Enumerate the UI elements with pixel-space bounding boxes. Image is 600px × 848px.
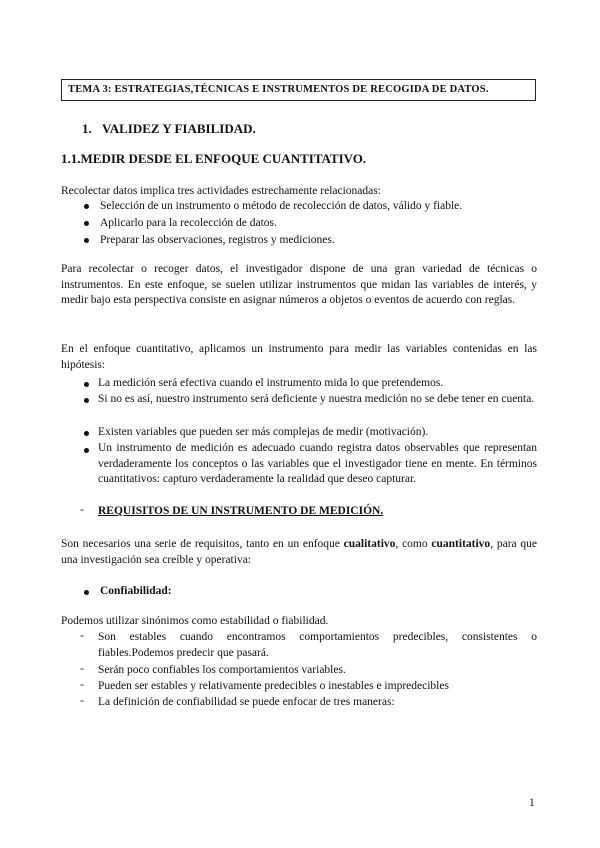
list-item: Un instrumento de medición es adecuado cuando registra datos observables que representan verdaderamente los conceptos o las variables que el investigador tiene en mente. En términos cuantitativos: capturo verdaderamente la realidad que deseo capturar. — [98, 442, 537, 485]
bullet-icon — [84, 204, 89, 209]
list-item: Preparar las observaciones, registros y mediciones. — [100, 234, 335, 246]
req-bold-cuantitativo: cuantitativo — [431, 538, 491, 550]
section-number: 1. — [82, 121, 92, 136]
page-number: 1 — [529, 797, 535, 809]
paragraph: En el enfoque cuantitativo, aplicamos un instrumento para medir las variables contenidas en las hipótesis: — [61, 343, 537, 371]
bullet-icon — [84, 221, 89, 226]
section-heading: VALIDEZ Y FIABILIDAD. — [102, 121, 256, 136]
list-item: Son estables cuando encontramos comportamientos predecibles, consistentes o fiables.Podemos predecir que pasará. — [98, 631, 537, 659]
bullet-icon — [84, 398, 89, 403]
dash-marker: - — [80, 630, 84, 642]
confiabilidad-heading: Confiabilidad: — [100, 585, 172, 597]
req-text: , como — [395, 538, 432, 550]
dash-marker: - — [80, 663, 84, 675]
bullet-icon — [84, 590, 89, 595]
list-item: Pueden ser estables y relativamente predecibles o inestables e impredecibles — [98, 680, 449, 692]
list-item: Selección de un instrumento o método de recolección de datos, válido y fiable. — [100, 200, 463, 212]
list-item: La medición será efectiva cuando el instrumento mida lo que pretendemos. — [98, 377, 444, 389]
req-text: Son necesarios una serie de requisitos, tanto en un enfoque — [61, 538, 344, 550]
bullet-icon — [84, 448, 89, 453]
bullet-icon — [84, 431, 89, 436]
list-item: La definición de confiabilidad se puede enfocar de tres maneras: — [98, 696, 395, 708]
list-item: Existen variables que pueden ser más complejas de medir (motivación). — [98, 426, 429, 438]
dash-marker: - — [80, 504, 84, 516]
requisitos-heading: REQUISITOS DE UN INSTRUMENTO DE MEDICIÓN. — [98, 505, 384, 517]
req-bold-cualitativo: cualitativo — [343, 538, 396, 550]
document-title: TEMA 3: ESTRATEGIAS,TÉCNICAS E INSTRUMENTOS DE RECOGIDA DE DATOS. — [68, 84, 489, 95]
conf-intro: Podemos utilizar sinónimos como estabilidad o fiabilidad. — [61, 615, 329, 627]
list-item: Aplicarlo para la recolección de datos. — [100, 217, 277, 229]
req-text: , para que una investigación sea creíble y operativa: — [61, 538, 537, 566]
paragraph — [61, 537, 537, 568]
subsection-heading: 1.1.MEDIR DESDE EL ENFOQUE CUANTITATIVO. — [61, 151, 367, 166]
dash-marker: - — [80, 695, 84, 707]
list-item: Serán poco confiables los comportamientos variables. — [98, 664, 346, 676]
title-box — [61, 79, 536, 101]
intro-text: Recolectar datos implica tres actividades estrechamente relacionadas: — [61, 185, 381, 197]
bullet-icon — [84, 238, 89, 243]
list-item: Si no es así, nuestro instrumento será deficiente y nuestra medición no se debe tener en cuenta. — [98, 393, 535, 405]
dash-marker: - — [80, 679, 84, 691]
bullet-icon — [84, 382, 89, 387]
paragraph: Para recolectar o recoger datos, el investigador dispone de una gran variedad de técnicas o instrumentos. En este enfoque, se suelen utilizar instrumentos que midan las variables de interés, y medir bajo esta perspectiva consiste en asignar números a objetos o eventos de acuerdo con reglas. — [61, 263, 537, 306]
